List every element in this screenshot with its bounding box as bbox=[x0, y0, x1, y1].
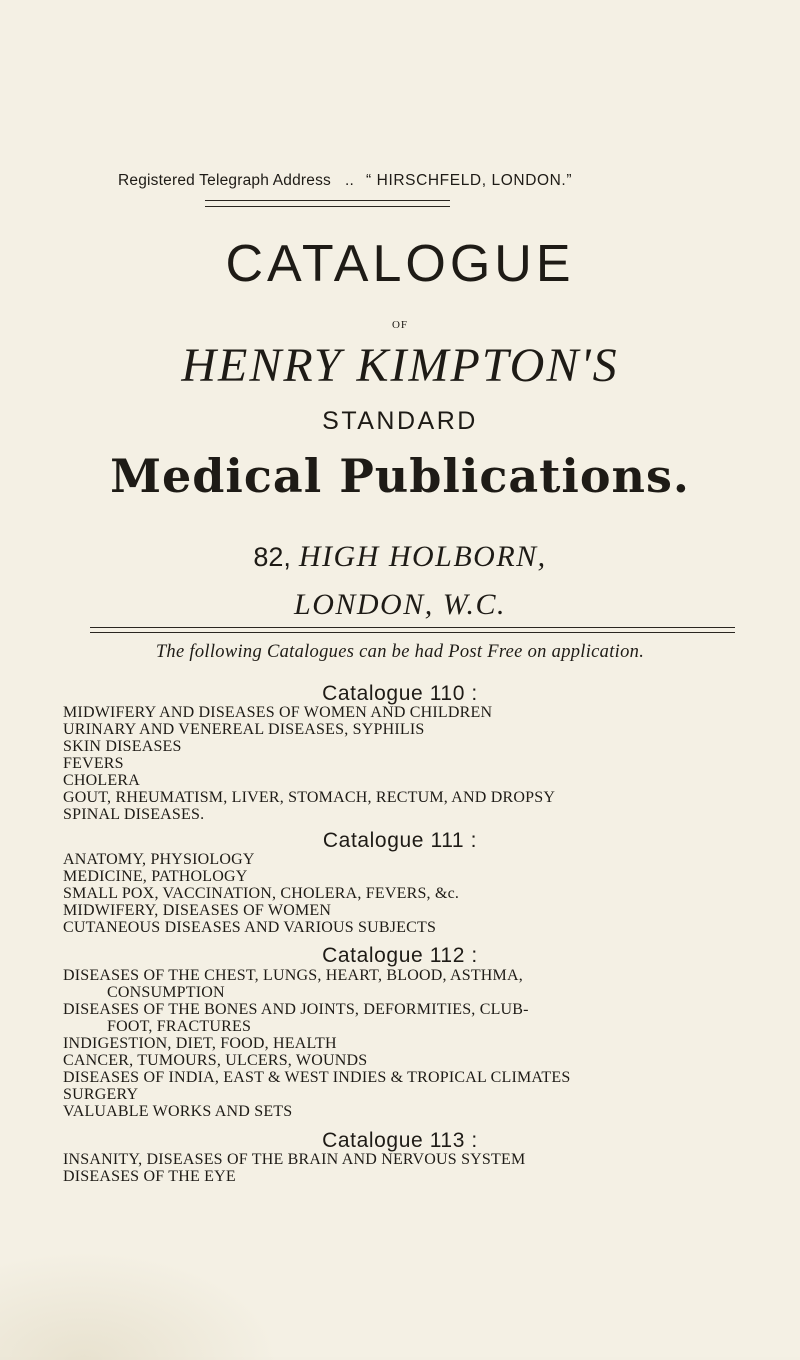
intro-line: The following Catalogues can be had Post Free on application. bbox=[155, 642, 645, 662]
list-item-text: DISEASES OF THE BONES AND JOINTS, DEFORMITIES, CLUB- bbox=[63, 1001, 529, 1018]
list-item: MIDWIFERY AND DISEASES OF WOMEN AND CHILDREN bbox=[63, 704, 493, 721]
list-item: CHOLERA bbox=[63, 772, 140, 789]
catalogue-112-list bbox=[63, 967, 743, 1120]
list-item: CUTANEOUS DISEASES AND VARIOUS SUBJECTS bbox=[63, 919, 437, 936]
catalogue-113-list bbox=[63, 1151, 743, 1185]
medical-publications-heading: Medical Publications. bbox=[110, 449, 690, 503]
catalogue-110-list bbox=[63, 704, 743, 823]
list-item: DISEASES OF INDIA, EAST & WEST INDIES & TROPICAL CLIMATES bbox=[63, 1069, 571, 1086]
street-name: HIGH HOLBORN, bbox=[298, 540, 547, 573]
catalogue-111-list bbox=[63, 851, 743, 936]
list-item bbox=[63, 1001, 743, 1018]
list-item: CANCER, TUMOURS, ULCERS, WOUNDS bbox=[63, 1052, 368, 1069]
list-item: INSANITY, DISEASES OF THE BRAIN AND NERVOUS SYSTEM bbox=[63, 1151, 526, 1168]
list-item: DISEASES OF THE EYE bbox=[63, 1168, 236, 1185]
catalogue-113-heading: Catalogue 113 : bbox=[322, 1129, 478, 1152]
list-item: URINARY AND VENEREAL DISEASES, SYPHILIS bbox=[63, 721, 425, 738]
list-item: VALUABLE WORKS AND SETS bbox=[63, 1103, 293, 1120]
paper-stain bbox=[0, 1250, 280, 1360]
telegraph-address: “ HIRSCHFELD, LONDON.” bbox=[366, 172, 573, 189]
list-item bbox=[63, 967, 743, 984]
catalogue-111-heading: Catalogue 111 : bbox=[322, 829, 478, 852]
publisher-name: HENRY KIMPTON'S bbox=[181, 339, 619, 392]
list-item: GOUT, RHEUMATISM, LIVER, STOMACH, RECTUM, AND DROPSY bbox=[63, 789, 556, 806]
catalogue-title: CATALOGUE bbox=[225, 235, 575, 293]
list-item: MIDWIFERY, DISEASES OF WOMEN bbox=[63, 902, 332, 919]
of-word: OF bbox=[391, 319, 409, 331]
list-item: SPINAL DISEASES. bbox=[63, 806, 205, 823]
catalogue-110-heading: Catalogue 110 : bbox=[322, 682, 478, 705]
street-address bbox=[0, 542, 800, 572]
list-item: ANATOMY, PHYSIOLOGY bbox=[63, 851, 255, 868]
list-item: SMALL POX, VACCINATION, CHOLERA, FEVERS, &c. bbox=[63, 885, 460, 902]
list-item-text: DISEASES OF THE CHEST, LUNGS, HEART, BLOOD, ASTHMA, bbox=[63, 967, 523, 984]
list-item: SURGERY bbox=[63, 1086, 139, 1103]
telegraph-line bbox=[118, 172, 718, 190]
list-item: FOOT, FRACTURES bbox=[107, 1018, 252, 1035]
list-item: INDIGESTION, DIET, FOOD, HEALTH bbox=[63, 1035, 337, 1052]
list-item: MEDICINE, PATHOLOGY bbox=[63, 868, 248, 885]
list-item: SKIN DISEASES bbox=[63, 738, 182, 755]
list-item: CONSUMPTION bbox=[107, 984, 225, 1001]
street-number: 82, bbox=[253, 542, 291, 572]
top-double-rule bbox=[205, 200, 450, 207]
telegraph-label: Registered Telegraph Address bbox=[118, 172, 331, 189]
city-address: LONDON, W.C. bbox=[294, 588, 506, 621]
telegraph-dots: .. bbox=[344, 172, 354, 189]
standard-word: STANDARD bbox=[322, 407, 478, 435]
catalogue-112-heading: Catalogue 112 : bbox=[322, 944, 478, 967]
middle-double-rule bbox=[90, 627, 735, 633]
list-item: FEVERS bbox=[63, 755, 124, 772]
